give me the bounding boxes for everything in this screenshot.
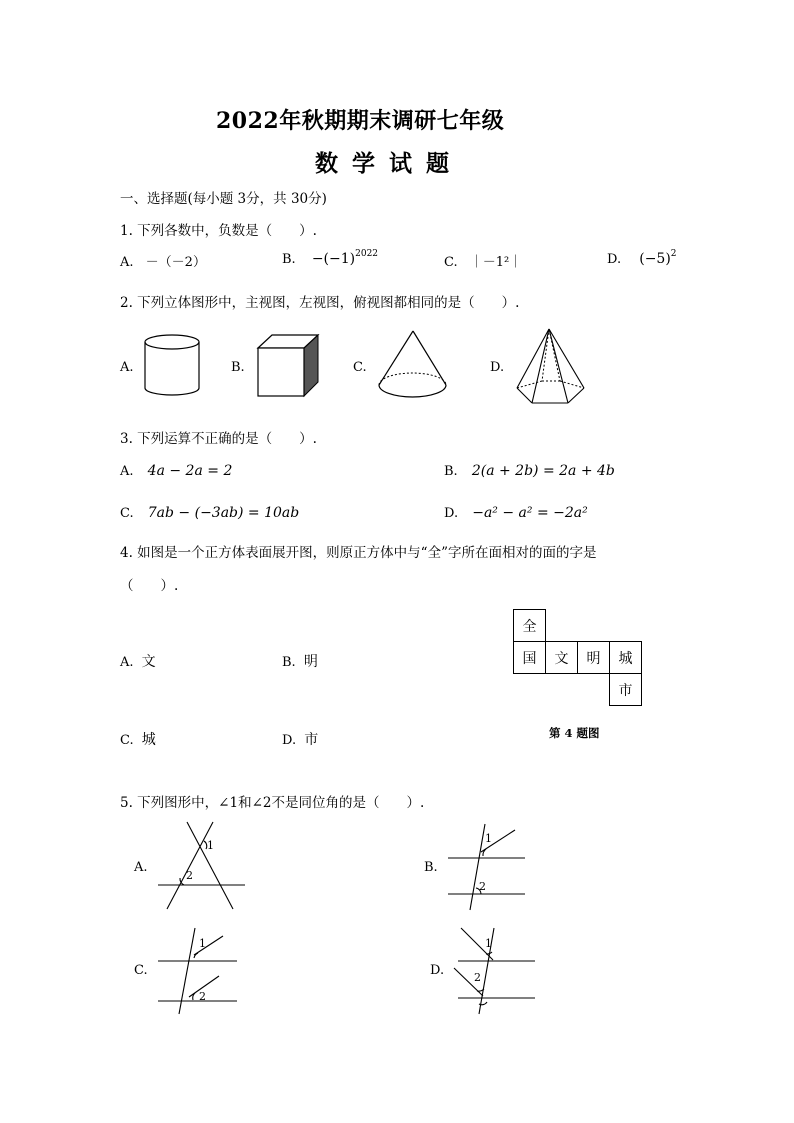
q4-c-text: 城 (141, 732, 156, 748)
q3-option-b (444, 463, 615, 479)
pyramid-icon (512, 326, 592, 406)
figure-caption: 第 4 题图 (549, 726, 600, 740)
q5-a-label: A. (134, 860, 148, 875)
q3-c-label: C. (120, 506, 134, 521)
q4-option-a (120, 651, 156, 671)
angle-2-label: 2 (474, 971, 481, 984)
cube-icon (255, 332, 325, 402)
q4-a-label: A. (120, 655, 134, 670)
q4-option-c (120, 729, 156, 749)
net-face: 城 (610, 642, 642, 674)
q4-b-label: B. (282, 655, 296, 670)
cube-net-figure (513, 609, 642, 706)
net-face: 国 (514, 642, 546, 674)
net-face: 明 (578, 642, 610, 674)
q2-a-label: A. (120, 360, 134, 375)
angle-2-label: 2 (186, 869, 193, 882)
q3-d-label: D. (444, 506, 459, 521)
net-face-top: 全 (514, 610, 546, 642)
angle-figure-a (155, 818, 250, 914)
q1-d-exp: 2 (670, 249, 677, 259)
angle-figure-d (450, 922, 540, 1018)
q3-c-text: 7ab − (−3ab) = 10ab (147, 505, 300, 521)
angle-2-label: 2 (479, 880, 486, 893)
q1-option-b (282, 251, 378, 267)
q2-stem: 2. 下列立体图形中，主视图，左视图，俯视图都相同的是（ ）. (120, 295, 520, 311)
q1-stem: 1. 下列各数中，负数是（ ）. (120, 223, 317, 239)
q4-option-b (282, 651, 318, 671)
q1-b-exp: 2022 (355, 249, 379, 259)
q1-b-base: −(−1) (311, 251, 356, 267)
angle-figure-b (445, 818, 530, 914)
q1-option-d (607, 251, 677, 267)
net-face-bottom: 市 (610, 674, 642, 706)
q3-a-text: 4a − 2a = 2 (147, 463, 233, 479)
cylinder-icon (140, 330, 204, 402)
section-heading: 一、选择题(每小题 3分，共 30分) (120, 191, 327, 207)
q1-b-label: B. (282, 252, 296, 267)
q4-option-d (282, 729, 318, 749)
q2-d-label: D. (490, 360, 505, 375)
q4-d-label: D. (282, 733, 297, 748)
q1-d-base: (−5) (639, 251, 671, 267)
angle-1-label: 1 (485, 937, 492, 950)
q3-a-label: A. (120, 464, 134, 479)
q1-c-label: C. (444, 255, 458, 270)
net-face: 文 (546, 642, 578, 674)
q1-b-text (312, 251, 378, 267)
q4-stem-line1: 4. 如图是一个正方体表面展开图，则原正方体中与“全”字所在面相对的面的字是 (120, 545, 597, 561)
q4-c-label: C. (120, 733, 134, 748)
q1-option-a (120, 251, 206, 270)
q1-c-text: ｜－1²｜ (469, 255, 523, 270)
q4-stem-line2: （ ）. (120, 578, 179, 594)
q2-b-label: B. (231, 360, 245, 375)
q4-a-text: 文 (141, 654, 156, 670)
q5-d-label: D. (430, 963, 445, 978)
q1-option-c (444, 251, 522, 270)
q3-d-text: −a² − a² = −2a² (472, 505, 588, 521)
angle-figure-c (155, 922, 245, 1018)
q3-b-label: B. (444, 464, 458, 479)
q3-option-a (120, 463, 232, 479)
q3-option-d (444, 505, 588, 521)
q5-c-label: C. (134, 963, 148, 978)
q1-a-label: A. (120, 255, 134, 270)
exam-subtitle: 数学试题 (315, 150, 463, 177)
angle-2-label: 2 (199, 990, 206, 1003)
q1-d-label: D. (607, 252, 622, 267)
q1-a-text: －（－2） (145, 255, 206, 270)
q3-option-c (120, 505, 299, 521)
q5-stem: 5. 下列图形中，∠1和∠2不是同位角的是（ ）. (120, 795, 425, 811)
q1-d-text (639, 251, 676, 267)
q4-b-text: 明 (303, 654, 318, 670)
exam-title: 2022年秋期期末调研七年级 (216, 108, 505, 134)
q2-c-label: C. (353, 360, 367, 375)
q3-stem: 3. 下列运算不正确的是（ ）. (120, 431, 317, 447)
q4-d-text: 市 (304, 732, 319, 748)
q3-b-text: 2(a + 2b) = 2a + 4b (471, 463, 615, 479)
q5-b-label: B. (424, 860, 438, 875)
angle-1-label: 1 (207, 839, 214, 852)
cone-icon (375, 328, 451, 404)
angle-1-label: 1 (199, 937, 206, 950)
angle-1-label: 1 (485, 832, 492, 845)
